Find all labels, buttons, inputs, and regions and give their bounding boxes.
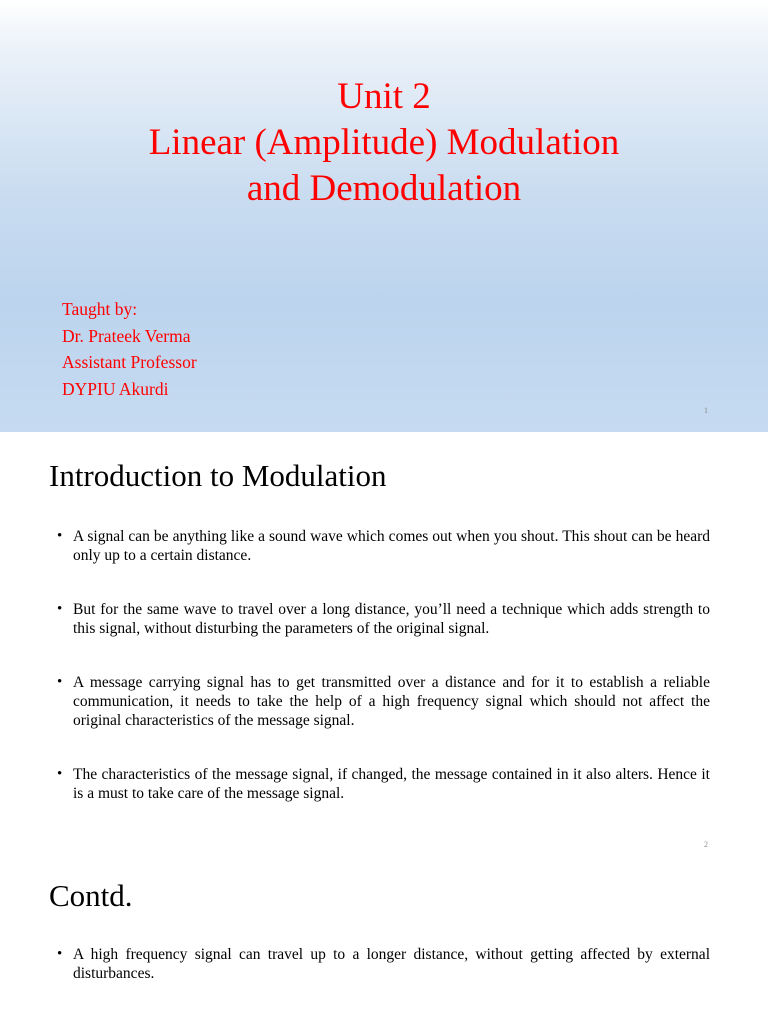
bullet-text: A signal can be anything like a sound wave which comes out when you shout. This shout can be heard only up to a certain distance. <box>73 528 710 564</box>
bullet-list <box>57 527 710 838</box>
author-institution: DYPIU Akurdi <box>62 378 169 399</box>
slide-title <box>0 74 768 212</box>
author-name: Dr. Prateek Verma <box>62 325 191 346</box>
bullet-text: A message carrying signal has to get transmitted over a distance and for it to establish a reliable communication, it needs to take the help of a high frequency signal which should not affect the original characteristics of the message signal. <box>73 674 710 729</box>
contd-slide <box>0 856 768 1024</box>
bullet-icon: • <box>57 946 63 962</box>
bullet-list <box>57 945 710 1018</box>
bullet-item <box>57 527 710 565</box>
bullet-icon: • <box>57 766 63 782</box>
bullet-item <box>57 673 710 730</box>
bullet-item <box>57 600 710 638</box>
bullet-item <box>57 945 710 983</box>
title-line-topic: Linear (Amplitude) Modulation <box>148 122 620 163</box>
slide-number: 1 <box>704 406 708 415</box>
taught-by-label: Taught by: <box>62 299 138 319</box>
title-line-unit: Unit 2 <box>337 76 431 117</box>
bullet-text: A high frequency signal can travel up to a longer distance, without getting affected by external disturbances. <box>73 946 710 982</box>
title-line-subtopic: and Demodulation <box>246 168 522 209</box>
slide-heading: Contd. <box>49 878 133 913</box>
title-slide <box>0 0 768 432</box>
author-info <box>62 296 197 402</box>
bullet-text: The characteristics of the message signal, if changed, the message contained in it also alters. Hence it is a must to take care of the message signal. <box>73 766 710 802</box>
slide-number: 2 <box>704 840 708 849</box>
bullet-text: But for the same wave to travel over a long distance, you’ll need a technique which adds strength to this signal, without disturbing the parameters of the original signal. <box>73 601 710 637</box>
bullet-icon: • <box>57 601 63 617</box>
intro-slide <box>0 432 768 856</box>
bullet-item <box>57 765 710 803</box>
slide-heading: Introduction to Modulation <box>49 458 387 493</box>
author-position: Assistant Professor <box>62 352 197 372</box>
bullet-icon: • <box>57 674 63 690</box>
bullet-icon: • <box>57 528 63 544</box>
